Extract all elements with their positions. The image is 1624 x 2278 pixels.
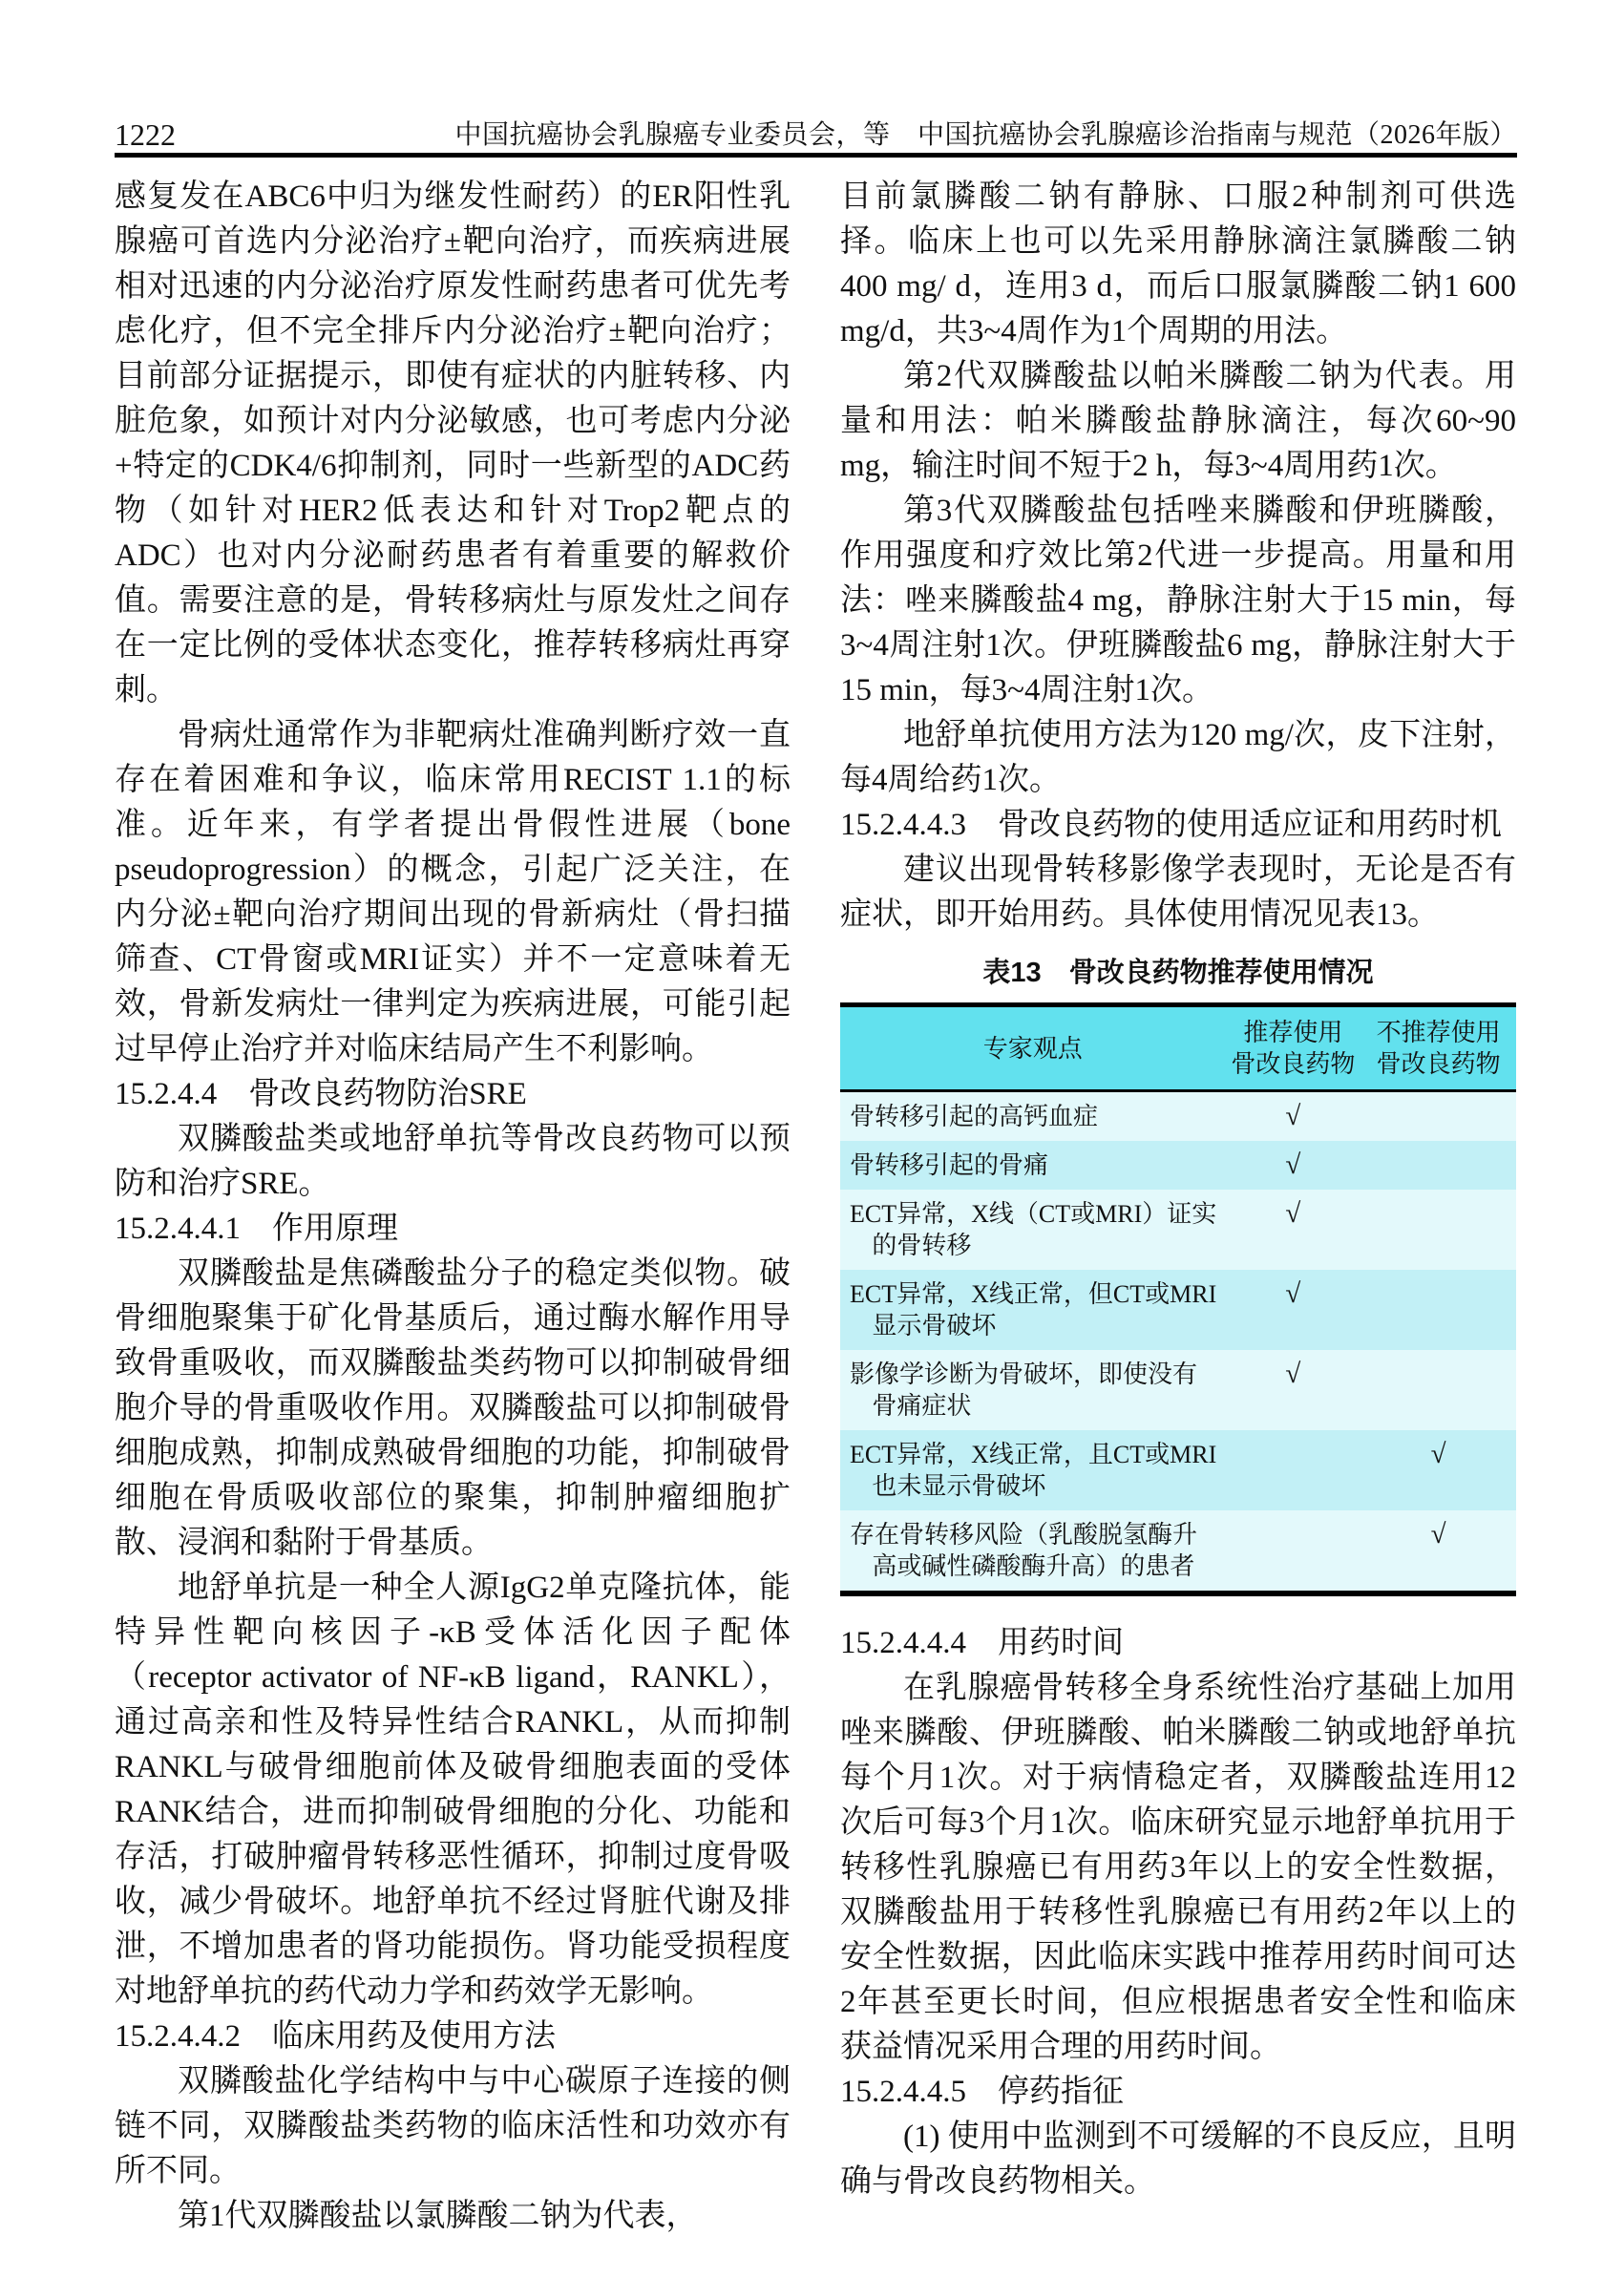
column-expert-opinion: 专家观点: [840, 1005, 1226, 1091]
not-recommend-checkmark: [1360, 1141, 1516, 1190]
expert-opinion-cell: ECT异常，X线正常，但CT或MRI显示骨破坏: [840, 1270, 1226, 1350]
page-number: 1222: [115, 117, 176, 152]
recommend-checkmark: √: [1226, 1350, 1361, 1430]
section-heading: 15.2.4.4.5 停药指征: [840, 2075, 1124, 2109]
column-recommend: [1226, 1005, 1361, 1091]
recommend-checkmark: √: [1226, 1091, 1361, 1142]
paragraph: 第1代双膦酸盐以氯膦酸二钠为代表，: [178, 2199, 698, 2233]
running-header: 中国抗癌协会乳腺癌专业委员会，等 中国抗癌协会乳腺癌诊治指南与规范（2026年版）: [454, 120, 1517, 150]
column-not-recommend-line1: 不推荐使用: [1376, 1019, 1501, 1046]
not-recommend-checkmark: √: [1360, 1430, 1516, 1510]
table-row: [840, 1510, 1516, 1593]
paragraph: 第3代双膦酸盐包括唑来膦酸和伊班膦酸，作用强度和疗效比第2代进一步提高。用量和用法：唑来膦酸盐4 mg，静脉注射大于15 min，每3~4周注射1次。伊班膦酸盐6 mg，静脉注射大于15 min，每3~4周注射1次。: [840, 494, 1516, 707]
expert-opinion-cell: 存在骨转移风险（乳酸脱氢酶升高或碱性磷酸酶升高）的患者: [840, 1510, 1226, 1593]
table-row: [840, 1190, 1516, 1270]
section-heading: 15.2.4.4.4 用药时间: [840, 1626, 1124, 1660]
table13: [840, 1002, 1516, 1596]
table-row: [840, 1430, 1516, 1510]
header-rule: [115, 153, 1517, 158]
left-column: [115, 175, 791, 2239]
paragraph: 感复发在ABC6中归为继发性耐药）的ER阳性乳腺癌可首选内分泌治疗±靶向治疗，而疾病进展相对迅速的内分泌治疗原发性耐药患者可优先考虑化疗，但不完全排斥内分泌治疗±靶向治疗；目前部分证据提示，即使有症状的内脏转移、内脏危象，如预计对内分泌敏感，也可考虑内分泌+特定的CDK4/6抑制剂，同时一些新型的ADC药物（如针对HER2低表达和针对Trop2靶点的ADC）也对内分泌耐药患者有着重要的解救价值。需要注意的是，骨转移病灶与原发灶之间存在一定比例的受体状态变化，推荐转移病灶再穿刺。: [115, 179, 791, 707]
paragraph: 地舒单抗是一种全人源IgG2单克隆抗体，能特异性靶向核因子-κB受体活化因子配体（receptor activator of NF-κB ligand，RANKL），通过高亲和性及特异性结合RANKL，从而抑制RANKL与破骨细胞前体及破骨细胞表面的受体RANK结合，进而抑制破骨细胞的分化、功能和存活，打破肿瘤骨转移恶性循环，抑制过度骨吸收，减少骨破坏。地舒单抗不经过肾脏代谢及排泄，不增加患者的肾功能损伤。肾功能受损程度对地舒单抗的药代动力学和药效学无影响。: [115, 1571, 791, 2009]
expert-opinion-cell: 骨转移引起的高钙血症: [840, 1091, 1226, 1142]
not-recommend-checkmark: √: [1360, 1510, 1516, 1593]
recommend-checkmark: [1226, 1510, 1361, 1593]
paragraph: 双膦酸盐化学结构中与中心碳原子连接的侧链不同，双膦酸盐类药物的临床活性和功效亦有所不同。: [115, 2064, 791, 2188]
expert-opinion-cell: 影像学诊断为骨破坏，即使没有骨痛症状: [840, 1350, 1226, 1430]
column-not-recommend-line2: 骨改良药物: [1376, 1050, 1501, 1078]
paragraph: 在乳腺癌骨转移全身系统性治疗基础上加用唑来膦酸、伊班膦酸、帕米膦酸二钠或地舒单抗每个月1次。对于病情稳定者，双膦酸盐连用12次后可每3个月1次。临床研究显示地舒单抗用于转移性乳腺癌已有用药3年以上的安全性数据，双膦酸盐用于转移性乳腺癌已有用药2年以上的安全性数据，因此临床实践中推荐用药时间可达2年甚至更长时间，但应根据患者安全性和临床获益情况采用合理的用药时间。: [840, 1671, 1516, 2064]
section-heading: 15.2.4.4 骨改良药物防治SRE: [115, 1077, 527, 1111]
not-recommend-checkmark: [1360, 1350, 1516, 1430]
page-header: [115, 118, 1517, 151]
two-column-body: [115, 175, 1517, 2239]
not-recommend-checkmark: [1360, 1270, 1516, 1350]
section-heading: 15.2.4.4.1 作用原理: [115, 1212, 398, 1246]
table-row: [840, 1270, 1516, 1350]
recommend-checkmark: √: [1226, 1270, 1361, 1350]
paragraph: 骨病灶通常作为非靶病灶准确判断疗效一直存在着困难和争议，临床常用RECIST 1.1的标准。近年来，有学者提出骨假性进展（bone pseudoprogression）的概念，引起广泛关注，在内分泌±靶向治疗期间出现的骨新病灶（骨扫描筛查、CT骨窗或MRI证实）并不一定意味着无效，骨新发病灶一律判定为疾病进展，可能引起过早停止治疗并对临床结局产生不利影响。: [115, 718, 791, 1066]
column-recommend-line2: 骨改良药物: [1231, 1050, 1356, 1078]
column-not-recommend: [1360, 1005, 1516, 1091]
section-heading: 15.2.4.4.3 骨改良药物的使用适应证和用药时机: [840, 808, 1502, 842]
section-heading: 15.2.4.4.2 临床用药及使用方法: [115, 2019, 556, 2054]
expert-opinion-cell: ECT异常，X线（CT或MRI）证实的骨转移: [840, 1190, 1226, 1270]
paragraph: 目前氯膦酸二钠有静脉、口服2种制剂可供选择。临床上也可以先采用静脉滴注氯膦酸二钠400 mg/ d，连用3 d，而后口服氯膦酸二钠1 600 mg/d，共3~4周作为1个周期的用法。: [840, 179, 1516, 348]
not-recommend-checkmark: [1360, 1091, 1516, 1142]
table-row: [840, 1141, 1516, 1190]
table-header-row: [840, 1005, 1516, 1091]
table-row: [840, 1350, 1516, 1430]
paragraph: (1) 使用中监测到不可缓解的不良反应，且明确与骨改良药物相关。: [840, 2120, 1516, 2199]
paragraph: 地舒单抗使用方法为120 mg/次，皮下注射，每4周给药1次。: [840, 718, 1516, 797]
expert-opinion-cell: ECT异常，X线正常，且CT或MRI也未显示骨破坏: [840, 1430, 1226, 1510]
table-title: 表13 骨改良药物推荐使用情况: [982, 958, 1374, 988]
paragraph: 双膦酸盐类或地舒单抗等骨改良药物可以预防和治疗SRE。: [115, 1122, 791, 1201]
table13-block: [840, 953, 1516, 1596]
paragraph: 双膦酸盐是焦磷酸盐分子的稳定类似物。破骨细胞聚集于矿化骨基质后，通过酶水解作用导致骨重吸收，而双膦酸盐类药物可以抑制破骨细胞介导的骨重吸收作用。双膦酸盐可以抑制破骨细胞成熟，抑制成熟破骨细胞的功能，抑制破骨细胞在骨质吸收部位的聚集，抑制肿瘤细胞扩散、浸润和黏附于骨基质。: [115, 1256, 791, 1560]
paragraph: 第2代双膦酸盐以帕米膦酸二钠为代表。用量和用法：帕米膦酸盐静脉滴注，每次60~90 mg，输注时间不短于2 h，每3~4周用药1次。: [840, 359, 1516, 483]
table-row: [840, 1091, 1516, 1142]
column-recommend-line1: 推荐使用: [1243, 1019, 1343, 1046]
recommend-checkmark: √: [1226, 1190, 1361, 1270]
expert-opinion-cell: 骨转移引起的骨痛: [840, 1141, 1226, 1190]
paragraph: 建议出现骨转移影像学表现时，无论是否有症状，即开始用药。具体使用情况见表13。: [840, 853, 1516, 932]
recommend-checkmark: √: [1226, 1141, 1361, 1190]
right-column: [840, 175, 1516, 2239]
recommend-checkmark: [1226, 1430, 1361, 1510]
not-recommend-checkmark: [1360, 1190, 1516, 1270]
